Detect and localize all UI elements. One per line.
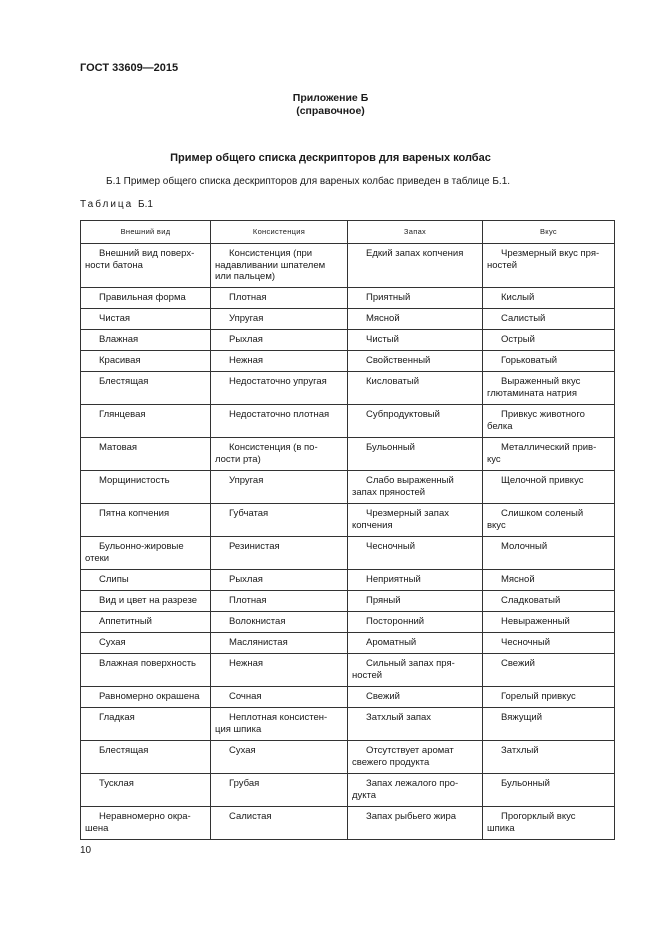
consistency-cell: Плотная	[211, 288, 348, 309]
taste-cell: Салистый	[483, 309, 615, 330]
consistency-cell: Салистая	[211, 807, 348, 840]
appearance-cell: Глянцевая	[81, 405, 211, 438]
consistency-cell: Неплотная консистен- ция шпика	[211, 708, 348, 741]
table-row	[81, 774, 615, 807]
header-consistency: Консистенция	[211, 221, 348, 244]
smell-cell: Ароматный	[348, 633, 483, 654]
table-row	[81, 244, 615, 288]
appearance-cell: Пятна копчения	[81, 504, 211, 537]
consistency-cell: Плотная	[211, 591, 348, 612]
table-row	[81, 438, 615, 471]
table-body	[81, 244, 615, 840]
taste-cell: Слишком соленый вкус	[483, 504, 615, 537]
taste-cell: Выраженный вкус глютамината натрия	[483, 372, 615, 405]
table-row	[81, 687, 615, 708]
table-row	[81, 504, 615, 537]
consistency-cell: Упругая	[211, 309, 348, 330]
consistency-cell: Сочная	[211, 687, 348, 708]
taste-cell: Острый	[483, 330, 615, 351]
taste-cell: Затхлый	[483, 741, 615, 774]
taste-cell: Чрезмерный вкус пря- ностей	[483, 244, 615, 288]
appearance-cell: Блестящая	[81, 741, 211, 774]
table-row	[81, 537, 615, 570]
smell-cell: Чистый	[348, 330, 483, 351]
consistency-cell: Резинистая	[211, 537, 348, 570]
appearance-cell: Равномерно окрашена	[81, 687, 211, 708]
table-row	[81, 309, 615, 330]
table-row	[81, 741, 615, 774]
appearance-cell: Матовая	[81, 438, 211, 471]
appearance-cell: Правильная форма	[81, 288, 211, 309]
smell-cell: Слабо выраженный запах пряностей	[348, 471, 483, 504]
consistency-cell: Нежная	[211, 351, 348, 372]
taste-cell: Щелочной привкус	[483, 471, 615, 504]
table-row	[81, 351, 615, 372]
taste-cell: Свежий	[483, 654, 615, 687]
consistency-cell: Недостаточно плотная	[211, 405, 348, 438]
smell-cell: Посторонний	[348, 612, 483, 633]
consistency-cell: Упругая	[211, 471, 348, 504]
table-caption-word: Таблица	[80, 199, 134, 210]
table-caption	[80, 199, 153, 210]
appearance-cell: Сухая	[81, 633, 211, 654]
taste-cell: Невыраженный	[483, 612, 615, 633]
taste-cell: Горьковатый	[483, 351, 615, 372]
header-smell: Запах	[348, 221, 483, 244]
header-appearance: Внешний вид	[81, 221, 211, 244]
smell-cell: Бульонный	[348, 438, 483, 471]
taste-cell: Сладковатый	[483, 591, 615, 612]
smell-cell: Чесночный	[348, 537, 483, 570]
appearance-cell: Неравномерно окра- шена	[81, 807, 211, 840]
appearance-cell: Блестящая	[81, 372, 211, 405]
appearance-cell: Влажная	[81, 330, 211, 351]
taste-cell: Металлический прив- кус	[483, 438, 615, 471]
smell-cell: Отсутствует аромат свежего продукта	[348, 741, 483, 774]
taste-cell: Кислый	[483, 288, 615, 309]
smell-cell: Свежий	[348, 687, 483, 708]
table-row	[81, 288, 615, 309]
descriptors-table	[80, 220, 615, 840]
appendix-heading	[0, 92, 661, 118]
smell-cell: Субпродуктовый	[348, 405, 483, 438]
table-header-row	[81, 221, 615, 244]
table-row	[81, 612, 615, 633]
taste-cell: Привкус животного белка	[483, 405, 615, 438]
smell-cell: Мясной	[348, 309, 483, 330]
intro-paragraph: Б.1 Пример общего списка дескрипторов для вареных колбас приведен в таблице Б.1.	[106, 176, 511, 187]
table-row	[81, 570, 615, 591]
consistency-cell: Волокнистая	[211, 612, 348, 633]
table-row	[81, 372, 615, 405]
smell-cell: Пряный	[348, 591, 483, 612]
consistency-cell: Маслянистая	[211, 633, 348, 654]
appearance-cell: Бульонно-жировые отеки	[81, 537, 211, 570]
standard-header: ГОСТ 33609—2015	[80, 62, 179, 74]
appearance-cell: Чистая	[81, 309, 211, 330]
smell-cell: Запах рыбьего жира	[348, 807, 483, 840]
consistency-cell: Недостаточно упругая	[211, 372, 348, 405]
appearance-cell: Влажная поверхность	[81, 654, 211, 687]
appearance-cell: Тусклая	[81, 774, 211, 807]
table-row	[81, 708, 615, 741]
table-row	[81, 654, 615, 687]
smell-cell: Кисловатый	[348, 372, 483, 405]
appearance-cell: Морщинистость	[81, 471, 211, 504]
appearance-cell: Аппетитный	[81, 612, 211, 633]
page-number: 10	[80, 845, 92, 856]
smell-cell: Затхлый запах	[348, 708, 483, 741]
appendix-title: Приложение Б	[292, 92, 369, 104]
table-row	[81, 405, 615, 438]
smell-cell: Чрезмерный запах копчения	[348, 504, 483, 537]
consistency-cell: Консистенция (в по- лости рта)	[211, 438, 348, 471]
appearance-cell: Внешний вид поверх- ности батона	[81, 244, 211, 288]
taste-cell: Мясной	[483, 570, 615, 591]
appearance-cell: Гладкая	[81, 708, 211, 741]
appearance-cell: Слипы	[81, 570, 211, 591]
smell-cell: Сильный запах пря- ностей	[348, 654, 483, 687]
taste-cell: Молочный	[483, 537, 615, 570]
appendix-subtitle: (справочное)	[296, 105, 365, 117]
header-taste: Вкус	[483, 221, 615, 244]
consistency-cell: Консистенция (при надавливании шпателем или пальцем)	[211, 244, 348, 288]
appearance-cell: Вид и цвет на разрезе	[81, 591, 211, 612]
taste-cell: Вяжущий	[483, 708, 615, 741]
taste-cell: Горелый привкус	[483, 687, 615, 708]
consistency-cell: Губчатая	[211, 504, 348, 537]
consistency-cell: Грубая	[211, 774, 348, 807]
table-row	[81, 471, 615, 504]
consistency-cell: Рыхлая	[211, 570, 348, 591]
consistency-cell: Сухая	[211, 741, 348, 774]
taste-cell: Прогорклый вкус шпика	[483, 807, 615, 840]
smell-cell: Приятный	[348, 288, 483, 309]
section-title: Пример общего списка дескрипторов для вареных колбас	[170, 152, 491, 164]
table-caption-number: Б.1	[138, 199, 153, 210]
taste-cell: Чесночный	[483, 633, 615, 654]
table-row	[81, 330, 615, 351]
consistency-cell: Нежная	[211, 654, 348, 687]
table-row	[81, 633, 615, 654]
appearance-cell: Красивая	[81, 351, 211, 372]
smell-cell: Неприятный	[348, 570, 483, 591]
smell-cell: Едкий запах копчения	[348, 244, 483, 288]
smell-cell: Запах лежалого про- дукта	[348, 774, 483, 807]
taste-cell: Бульонный	[483, 774, 615, 807]
table-row	[81, 807, 615, 840]
smell-cell: Свойственный	[348, 351, 483, 372]
consistency-cell: Рыхлая	[211, 330, 348, 351]
table-row	[81, 591, 615, 612]
